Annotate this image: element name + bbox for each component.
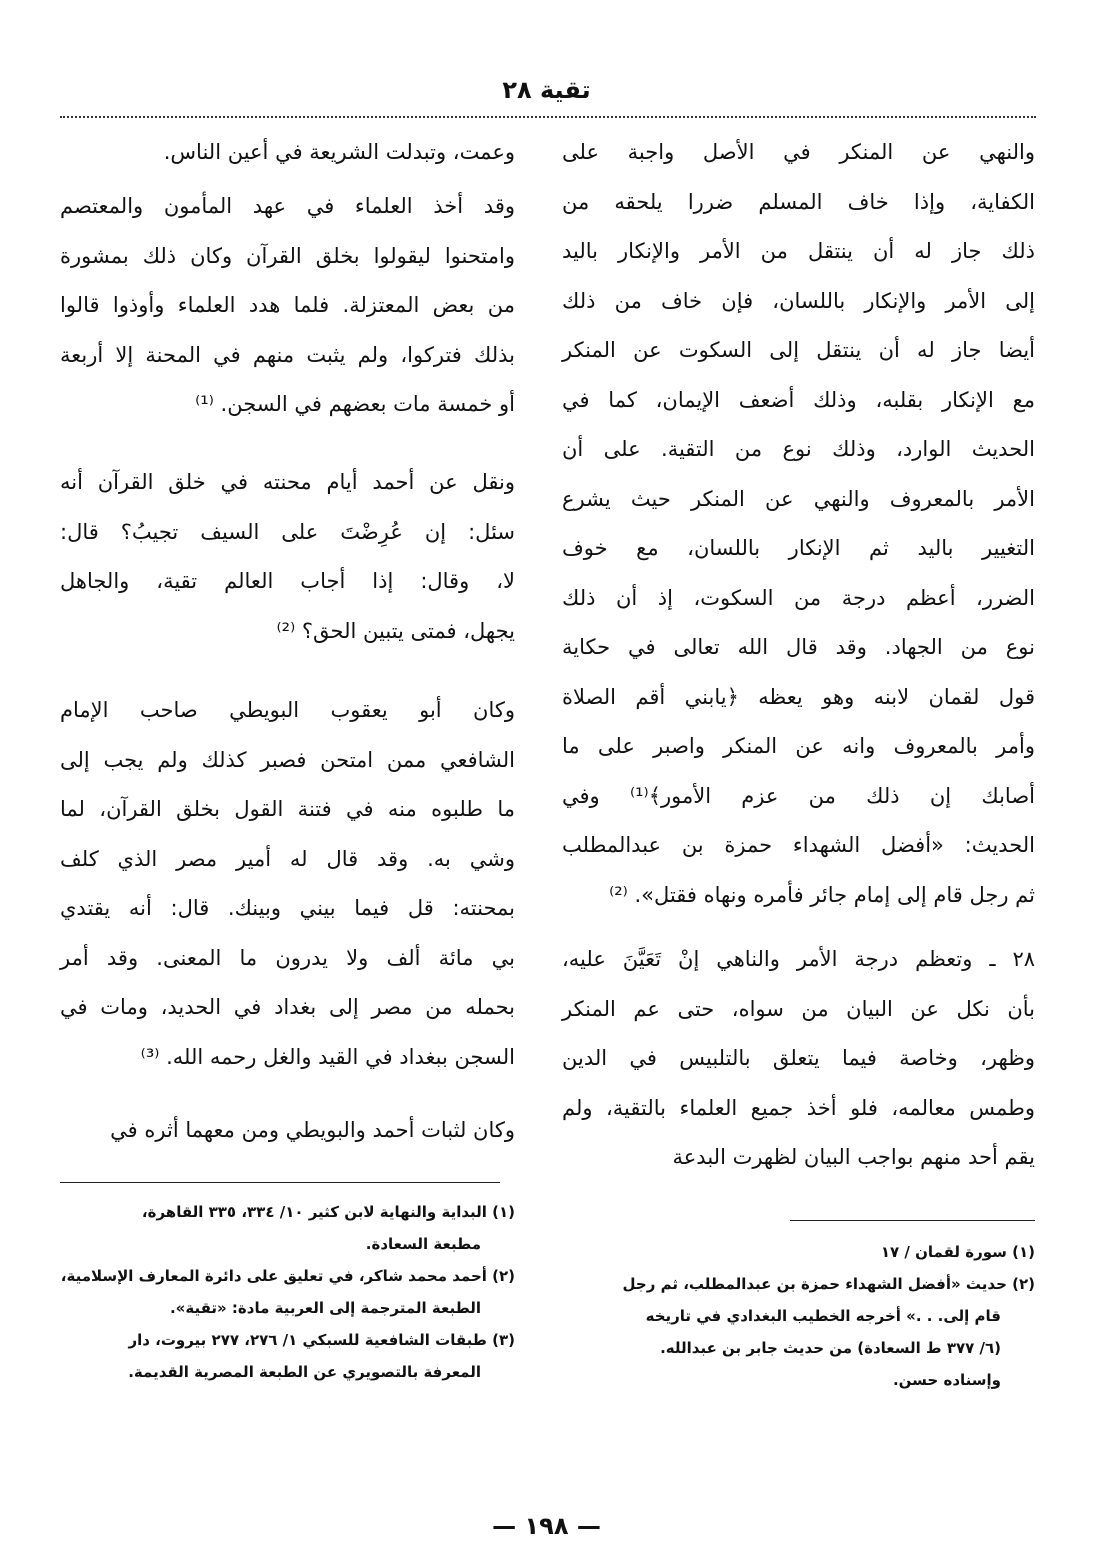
footnote-line: (٢) حديث «أفضل الشهداء حمزة بن عبدالمطلب، ثم رجل	[622, 1275, 1035, 1293]
footnote-line: مطبعة السعادة.	[365, 1235, 481, 1253]
body-paragraph	[60, 458, 515, 656]
text-line: بذلك فتركوا، ولم يثبت منهم في المحنة إلا أربعة	[60, 342, 515, 367]
text-line: وعمت، وتبدلت الشريعة في أعين الناس.	[163, 140, 515, 164]
text-line: ذلك جاز له أن ينتقل من الأمر والإنكار باليد	[562, 239, 1035, 263]
text-line: مع الإنكار بقلبه، وذلك أضعف الإيمان، كما في	[562, 387, 1035, 412]
text-line: التغيير باليد ثم الإنكار باللسان، مع خوف	[562, 536, 1035, 560]
page-number: — ١٩٨ —	[492, 1512, 601, 1540]
footnote-line: (٦/ ٣٧٧ ط السعادة) من حديث جابر بن عبدالله.	[660, 1339, 1001, 1357]
right-footnotes	[562, 1236, 1035, 1396]
text-line: إلى الأمر والإنكار باللسان، فإن خاف من ذلك	[562, 288, 1035, 313]
text-line: الحديث: «أفضل الشهداء حمزة بن عبدالمطلب	[562, 833, 1035, 857]
text-line: الأمر بالمعروف والنهي عن المنكر حيث يشرع	[562, 486, 1035, 511]
text-line: ونقل عن أحمد أيام محنته في خلق القرآن أنه	[60, 470, 515, 494]
text-line: الشافعي ممن امتحن فصبر كذلك ولم يجب إلى	[60, 747, 515, 772]
footnote-line: (٣) طبقات الشافعية للسبكي ١/ ٢٧٦، ٢٧٧ بيروت، دار	[128, 1331, 515, 1349]
text-line: بي مائة ألف ولا يدرون ما المعنى. وقد أمر	[60, 945, 515, 970]
text-line: وامتحنوا ليقولوا بخلق القرآن وكان ذلك بمشورة	[60, 243, 515, 268]
text-line: وقد أخذ العلماء في عهد المأمون والمعتصم	[60, 194, 515, 218]
footnote-divider	[60, 1182, 500, 1183]
text-line: لا، وقال: إذا أجاب العالم تقية، والجاهل	[60, 569, 515, 593]
footnote-line: المعرفة بالتصويري عن الطبعة المصرية القديمة.	[128, 1363, 481, 1381]
footnote-line: الطبعة المترجمة إلى العربية مادة: «تقية».	[169, 1299, 481, 1317]
text-line: أو خمسة مات بعضهم في السجن. ⁽¹⁾	[195, 392, 515, 416]
text-line: قول لقمان لابنه وهو يعظه ﴿يابني أقم الصلاة	[562, 684, 1035, 709]
text-line: نوع من الجهاد. وقد قال الله تعالى في حكاية	[562, 635, 1035, 659]
text-line: الكفاية، وإذا خاف المسلم ضررا يلحقه من	[562, 189, 1035, 214]
footnote-line: (١) البداية والنهاية لابن كثير ١٠/ ٣٣٤، ٣٣٥ القاهرة،	[141, 1203, 515, 1221]
text-line: وظهر، وخاصة فيما يتعلق بالتلبيس في الدين	[562, 1046, 1035, 1070]
text-line: يقم أحد منهم بواجب البيان لظهرت البدعة	[672, 1145, 1035, 1169]
text-line: يجهل، فمتى يتبين الحق؟ ⁽²⁾	[276, 618, 515, 643]
footnote-line: (١) سورة لقمان / ١٧	[880, 1243, 1035, 1261]
text-line: وكان لثبات أحمد والبويطي ومن معهما أثره في	[110, 1118, 515, 1142]
text-line: السجن ببغداد في القيد والغل رحمه الله. ⁽³⁾	[140, 1044, 515, 1069]
text-line: بحمله من مصر إلى بغداد في الحديد، ومات في	[60, 995, 515, 1019]
left-footnotes	[60, 1196, 515, 1388]
text-line: الحديث الوارد، وذلك نوع من التقية. على أن	[562, 437, 1035, 461]
text-line: وشي به. وقد قال له أمير مصر الذي كلف	[60, 846, 515, 871]
footnote-line: وإسناده حسن.	[892, 1371, 1001, 1389]
text-line: ما طلبوه منه في فتنة القول بخلق القرآن، لما	[60, 797, 515, 821]
footnote-line: (٢) أحمد محمد شاكر، في تعليق على دائرة المعارف الإسلامية،	[60, 1267, 515, 1285]
text-line: وأمر بالمعروف وانه عن المنكر واصبر على ما	[562, 734, 1035, 758]
body-paragraph	[60, 1106, 515, 1156]
text-line: الضرر، أعظم درجة من السكوت، إذ أن ذلك	[562, 585, 1035, 610]
text-line: والنهي عن المنكر في الأصل واجبة على	[562, 140, 1035, 164]
text-line: ٢٨ ـ وتعظم درجة الأمر والناهي إنْ تَعَيَّنَ عليه،	[562, 947, 1035, 971]
body-paragraph	[60, 182, 515, 430]
body-paragraph	[60, 686, 515, 1082]
header-dotted-divider	[60, 116, 1036, 118]
text-line: بأن نكل عن البيان من سواه، حتى عم المنكر	[562, 996, 1035, 1021]
footnote-line: قام إلى. . .» أخرجه الخطيب البغدادي في تاريخه	[645, 1307, 1001, 1325]
text-line: وطمس معالمه، فلو أخذ جميع العلماء بالتقية، ولم	[562, 1095, 1035, 1120]
text-line: بمحنته: قل فيما بيني وبينك. قال: أنه يقتدي	[60, 896, 515, 920]
body-paragraph	[562, 128, 1035, 920]
text-line: من بعض المعتزلة. فلما هدد العلماء وأوذوا قالوا	[60, 293, 515, 317]
text-line: ثم رجل قام إلى إمام جائر فأمره ونهاه فقتل». ⁽²⁾	[609, 882, 1035, 907]
footnote-divider	[790, 1220, 1035, 1221]
text-line: أيضا جاز له أن ينتقل إلى السكوت عن المنكر	[562, 338, 1035, 362]
page-header-title: تقية ٢٨	[502, 76, 591, 104]
text-line: وكان أبو يعقوب البويطي صاحب الإمام	[60, 698, 515, 722]
body-paragraph	[562, 935, 1035, 1183]
body-paragraph	[60, 128, 515, 178]
text-line: أصابك إن ذلك من عزم الأمور﴾⁽¹⁾ وفي	[562, 783, 1035, 808]
text-line: سئل: إن عُرِضْتَ على السيف تجيبُ؟ قال:	[60, 519, 515, 544]
